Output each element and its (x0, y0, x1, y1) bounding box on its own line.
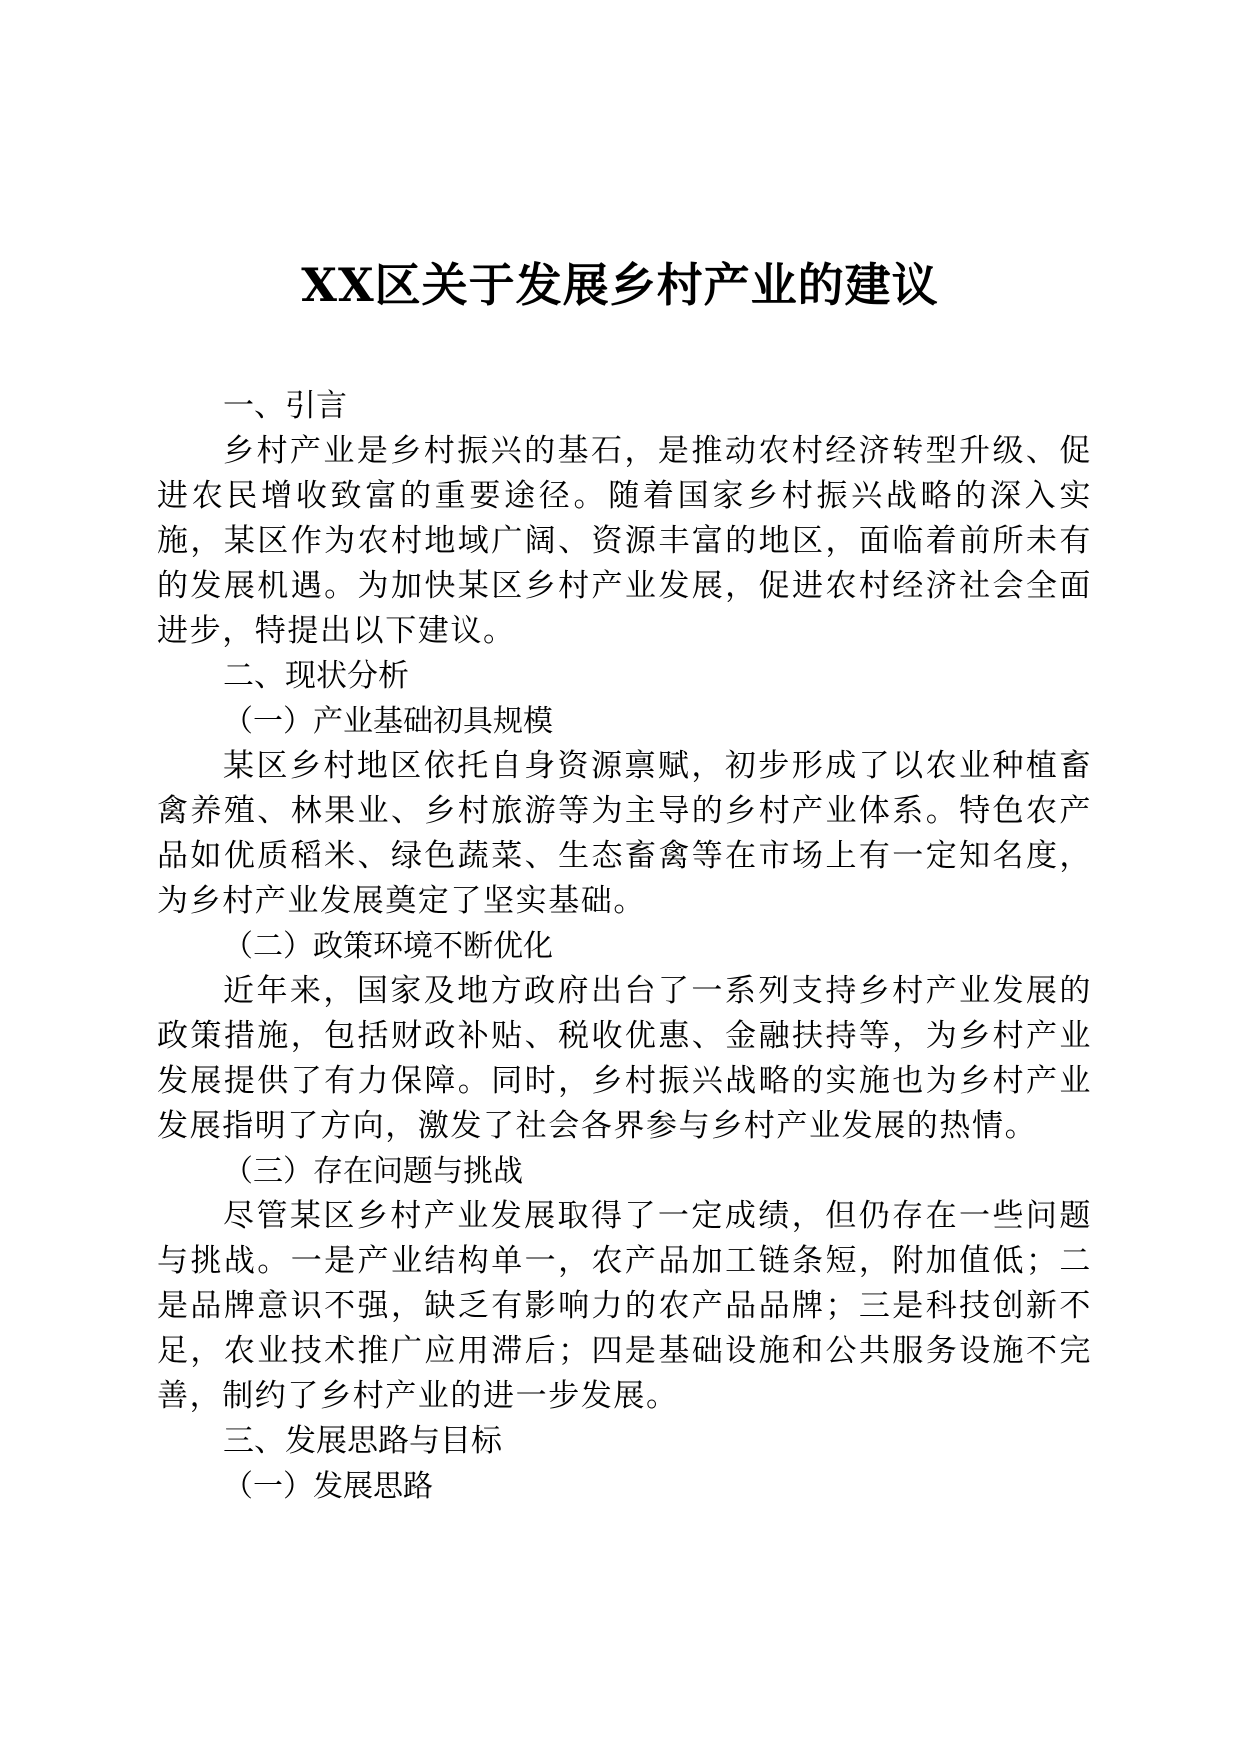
subsection-heading-industry-base: （一）产业基础初具规模 (223, 704, 553, 739)
problems-challenges-paragraph: 尽管某区乡村产业发展取得了一定成绩，但仍存在一些问题与挑战。一是产业结构单一，农产品加工链条短，附加值低；二是品牌意识不强，缺乏有影响力的农产品品牌；三是科技创新不足，农业技术推广应用滞后；四是基础设施和公共服务设施不完善，制约了乡村产业的进一步发展。 (157, 1198, 1092, 1414)
document-title: XX区关于发展乡村产业的建议 (301, 258, 939, 312)
subsection-heading-development-ideas: （一）发展思路 (223, 1469, 433, 1504)
section-heading-introduction: 一、引言 (223, 388, 347, 424)
policy-environment-paragraph: 近年来，国家及地方政府出台了一系列支持乡村产业发展的政策措施，包括财政补贴、税收优惠、金融扶持等，为乡村产业发展提供了有力保障。同时，乡村振兴战略的实施也为乡村产业发展指明了方向，激发了社会各界参与乡村产业发展的热情。 (157, 973, 1092, 1144)
subsection-heading-problems-challenges: （三）存在问题与挑战 (223, 1154, 523, 1189)
subsection-heading-policy-environment: （二）政策环境不断优化 (223, 929, 553, 964)
introduction-paragraph: 乡村产业是乡村振兴的基石，是推动农村经济转型升级、促进农民增收致富的重要途径。随着国家乡村振兴战略的深入实施，某区作为农村地域广阔、资源丰富的地区，面临着前所未有的发展机遇。为加快某区乡村产业发展，促进农村经济社会全面进步，特提出以下建议。 (157, 433, 1092, 649)
industry-base-paragraph: 某区乡村地区依托自身资源禀赋，初步形成了以农业种植畜禽养殖、林果业、乡村旅游等为主导的乡村产业体系。特色农产品如优质稻米、绿色蔬菜、生态畜禽等在市场上有一定知名度，为乡村产业发展奠定了坚实基础。 (157, 748, 1092, 919)
section-heading-status-analysis: 二、现状分析 (223, 658, 409, 694)
document-body (157, 384, 1092, 1509)
section-heading-ideas-goals: 三、发展思路与目标 (223, 1423, 502, 1459)
